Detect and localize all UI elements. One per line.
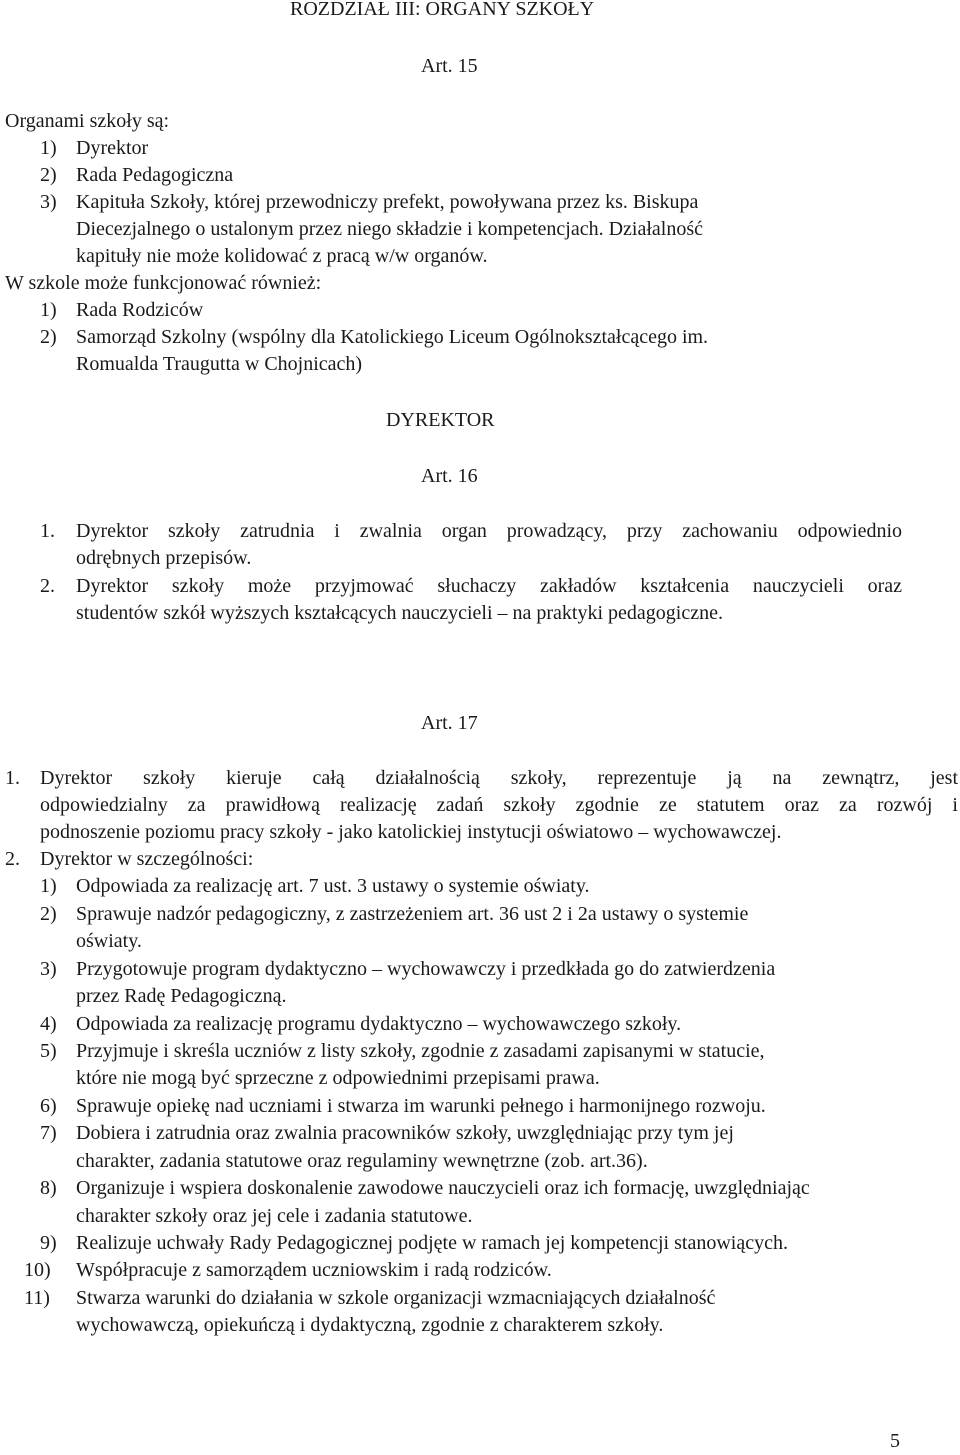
organ-3-line-1: Kapituła Szkoły, której przewodniczy prefekt, powoływana przez ks. Biskupa <box>76 191 699 213</box>
duty-4-line-1: Odpowiada za realizację programu dydaktyczno – wychowawczego szkoły. <box>76 1013 682 1035</box>
duty-7-line-2: charakter, zadania statutowe oraz regulaminy wewnętrzne (zob. art.36). <box>76 1150 648 1172</box>
also-intro: W szkole może funkcjonować również: <box>5 272 322 294</box>
organ-2-number: 2) <box>40 164 57 186</box>
organ-1-text: Dyrektor <box>76 137 149 159</box>
art17-point-2-intro: Dyrektor w szczególności: <box>40 848 254 870</box>
duty-11-number: 11) <box>24 1287 50 1309</box>
duty-4-number: 4) <box>40 1013 57 1035</box>
also-1-text: Rada Rodziców <box>76 299 204 321</box>
art16-point-1-line-2: odrębnych przepisów. <box>76 547 252 569</box>
page-number: 5 <box>890 1430 900 1452</box>
duty-1-number: 1) <box>40 875 57 897</box>
art17-point-1-line-2: odpowiedzialny za prawidłową realizację zadań szkoły zgodnie ze statutem oraz za rozwój i <box>40 794 958 816</box>
duty-7-line-1: Dobiera i zatrudnia oraz zwalnia pracowników szkoły, uwzględniając przy tym jej <box>76 1122 734 1144</box>
duty-8-line-2: charakter szkoły oraz jej cele i zadania statutowe. <box>76 1205 473 1227</box>
art17-point-1-line-1: Dyrektor szkoły kieruje całą działalnością szkoły, reprezentuje ją na zewnątrz, jest <box>40 767 958 789</box>
duty-9-line-1: Realizuje uchwały Rady Pedagogicznej podjęte w ramach jej kompetencji stanowiących. <box>76 1232 788 1254</box>
also-2-line-1: Samorząd Szkolny (wspólny dla Katolickiego Liceum Ogólnokształcącego im. <box>76 326 709 348</box>
art17-point-1-line-3: podnoszenie poziomu pracy szkoły - jako katolickiej instytucji oświatowo – wychowawczej. <box>40 821 782 843</box>
art16-point-2-number: 2. <box>40 575 55 597</box>
duty-2-number: 2) <box>40 903 57 925</box>
duty-2-line-2: oświaty. <box>76 930 142 952</box>
art17-point-1-number: 1. <box>5 767 20 789</box>
also-1-number: 1) <box>40 299 57 321</box>
organ-3-line-2: Diecezjalnego o ustalonym przez niego składzie i kompetencjach. Działalność <box>76 218 703 240</box>
art16-point-2-line-2: studentów szkół wyższych kształcących nauczycieli – na praktyki pedagogiczne. <box>76 602 723 624</box>
duty-2-line-1: Sprawuje nadzór pedagogiczny, z zastrzeżeniem art. 36 ust 2 i 2a ustawy o systemie <box>76 903 749 925</box>
duty-8-number: 8) <box>40 1177 57 1199</box>
art16-point-1-number: 1. <box>40 520 55 542</box>
art16-point-2-line-1: Dyrektor szkoły może przyjmować słuchaczy zakładów kształcenia nauczycieli oraz <box>76 575 902 597</box>
article-15-heading: Art. 15 <box>421 55 478 77</box>
chapter-title: ROZDZIAŁ III: ORGANY SZKOŁY <box>290 0 595 20</box>
duty-1-line-1: Odpowiada za realizację art. 7 ust. 3 ustawy o systemie oświaty. <box>76 875 590 897</box>
article-16-heading: Art. 16 <box>421 465 478 487</box>
duty-3-line-2: przez Radę Pedagogiczną. <box>76 985 287 1007</box>
section-heading-dyrektor: DYREKTOR <box>386 409 495 431</box>
organ-2-text: Rada Pedagogiczna <box>76 164 234 186</box>
duty-8-line-1: Organizuje i wspiera doskonalenie zawodowe nauczycieli oraz ich formację, uwzględniając <box>76 1177 810 1199</box>
duty-5-number: 5) <box>40 1040 57 1062</box>
duty-3-line-1: Przygotowuje program dydaktyczno – wychowawczy i przedkłada go do zatwierdzenia <box>76 958 776 980</box>
duty-7-number: 7) <box>40 1122 57 1144</box>
organ-3-line-3: kapituły nie może kolidować z pracą w/w organów. <box>76 245 488 267</box>
organs-intro: Organami szkoły są: <box>5 110 170 132</box>
duty-6-line-1: Sprawuje opiekę nad uczniami i stwarza im warunki pełnego i harmonijnego rozwoju. <box>76 1095 766 1117</box>
duty-5-line-1: Przyjmuje i skreśla uczniów z listy szkoły, zgodnie z zasadami zapisanymi w statucie, <box>76 1040 765 1062</box>
also-2-line-2: Romualda Traugutta w Chojnicach) <box>76 353 363 375</box>
duty-5-line-2: które nie mogą być sprzeczne z odpowiednimi przepisami prawa. <box>76 1067 600 1089</box>
art17-point-2-number: 2. <box>5 848 20 870</box>
duty-11-line-1: Stwarza warunki do działania w szkole organizacji wzmacniających działalność <box>76 1287 716 1309</box>
art16-point-1-line-1: Dyrektor szkoły zatrudnia i zwalnia organ prowadzący, przy zachowaniu odpowiednio <box>76 520 902 542</box>
duty-6-number: 6) <box>40 1095 57 1117</box>
duty-9-number: 9) <box>40 1232 57 1254</box>
organ-1-number: 1) <box>40 137 57 159</box>
also-2-number: 2) <box>40 326 57 348</box>
duty-11-line-2: wychowawczą, opiekuńczą i dydaktyczną, zgodnie z charakterem szkoły. <box>76 1314 664 1336</box>
duty-10-number: 10) <box>24 1259 51 1281</box>
organ-3-number: 3) <box>40 191 57 213</box>
article-17-heading: Art. 17 <box>421 712 478 734</box>
duty-10-line-1: Współpracuje z samorządem uczniowskim i radą rodziców. <box>76 1259 552 1281</box>
duty-3-number: 3) <box>40 958 57 980</box>
